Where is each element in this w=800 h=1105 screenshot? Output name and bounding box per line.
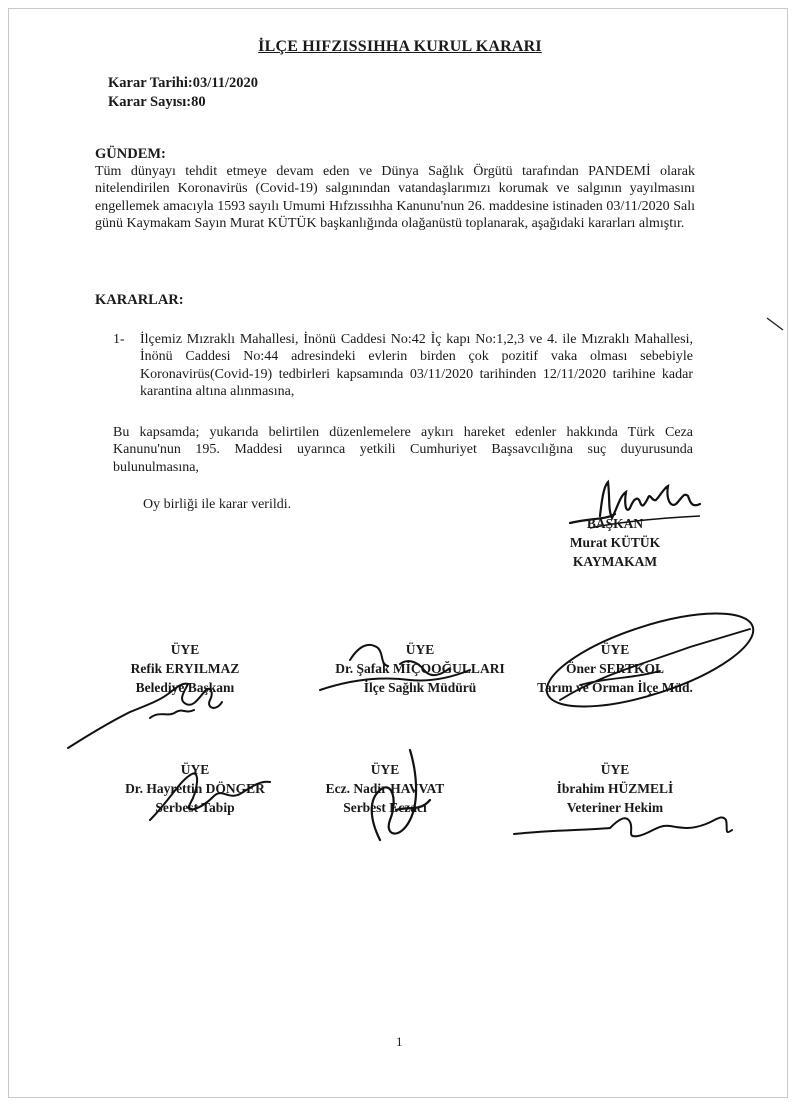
decisions-heading: KARARLAR: [95, 292, 184, 308]
member-name: Ecz. Nadir HAVVAT [325, 781, 445, 796]
member-name: Öner SERTKOL [566, 661, 664, 676]
page-number: 1 [396, 1034, 403, 1049]
member-title: İlçe Sağlık Müdürü [363, 680, 477, 695]
member-role: ÜYE [600, 642, 630, 657]
member-title: Tarım ve Orman İlçe Müd. [537, 680, 693, 695]
member-role: ÜYE [600, 762, 630, 777]
chair-block [560, 514, 670, 571]
member-title: Belediye Başkanı [135, 680, 235, 695]
member-name: Refik ERYILMAZ [130, 661, 240, 676]
member-name: Dr. Hayrettin DÖNGER [125, 781, 265, 796]
decision-item-number: 1- [113, 332, 125, 347]
member-role: ÜYE [405, 642, 435, 657]
scope-text: Bu kapsamda; yukarıda belirtilen düzenlemelere aykırı hareket edenler hakkında Türk Ceza Kanunu'nun 195. Maddesi uyarınca yetkili Cumhuriyet Başsavcılığına suç duyurusunda bulunulmasına, [113, 425, 693, 475]
decision-item-text: İlçemiz Mızraklı Mahallesi, İnönü Caddesi No:42 İç kapı No:1,2,3 ve 4. ile Mızraklı Mahallesi, İnönü Caddesi No:44 adresindeki evlerin birden çok pozitif vaka olması sebebiyle Koronavirüs(Covid-19) tedbirleri kapsamında 03/11/2020 tarihinden 12/11/2020 tarihine kadar karantina altına alınmasına, [140, 332, 693, 400]
member-role: ÜYE [180, 762, 210, 777]
member-title: Veteriner Hekim [566, 800, 664, 815]
document-title: İLÇE HIFZISSIHHA KURUL KARARI [258, 38, 542, 55]
member-signature [140, 760, 280, 830]
member-name: İbrahim HÜZMELİ [556, 781, 674, 796]
member-signature [350, 740, 440, 860]
member-signature [510, 800, 740, 850]
member-title: Serbest Tabip [155, 800, 235, 815]
margin-mark [765, 316, 785, 336]
agenda-heading: GÜNDEM: [95, 146, 166, 162]
member-role: ÜYE [370, 762, 400, 777]
decision-number: Karar Sayısı:80 [108, 94, 206, 110]
unanimity-text: Oy birliği ile karar verildi. [143, 497, 292, 512]
member-signature [540, 605, 760, 715]
chair-role: BAŞKAN [586, 516, 644, 531]
member-role: ÜYE [170, 642, 200, 657]
member-title: Serbest Eczacı [343, 800, 427, 815]
member-name: Dr. Şafak MİÇOOĞULLARI [335, 661, 505, 676]
agenda-text: Tüm dünyayı tehdit etmeye devam eden ve Dünya Sağlık Örgütü tarafından PANDEMİ olarak nitelendirilen Koronavirüs (Covid-19) salgınından vatandaşlarımızı korumak ve salgının yayılmasını engellemek amacıyla 1593 sayılı Umumi Hıfzıssıhha Kanunu'nun 26. maddesine istinaden 03/11/2020 Salı günü Kaymakam Sayın Murat KÜTÜK başkanlığında olağanüstü toplanarak, aşağıdaki kararları almıştır. [95, 164, 695, 232]
chair-title: KAYMAKAM [572, 554, 658, 569]
chair-name: Murat KÜTÜK [569, 535, 661, 550]
decision-date: Karar Tarihi:03/11/2020 [108, 75, 258, 91]
member-signature [60, 660, 240, 755]
member-signature [300, 640, 500, 700]
